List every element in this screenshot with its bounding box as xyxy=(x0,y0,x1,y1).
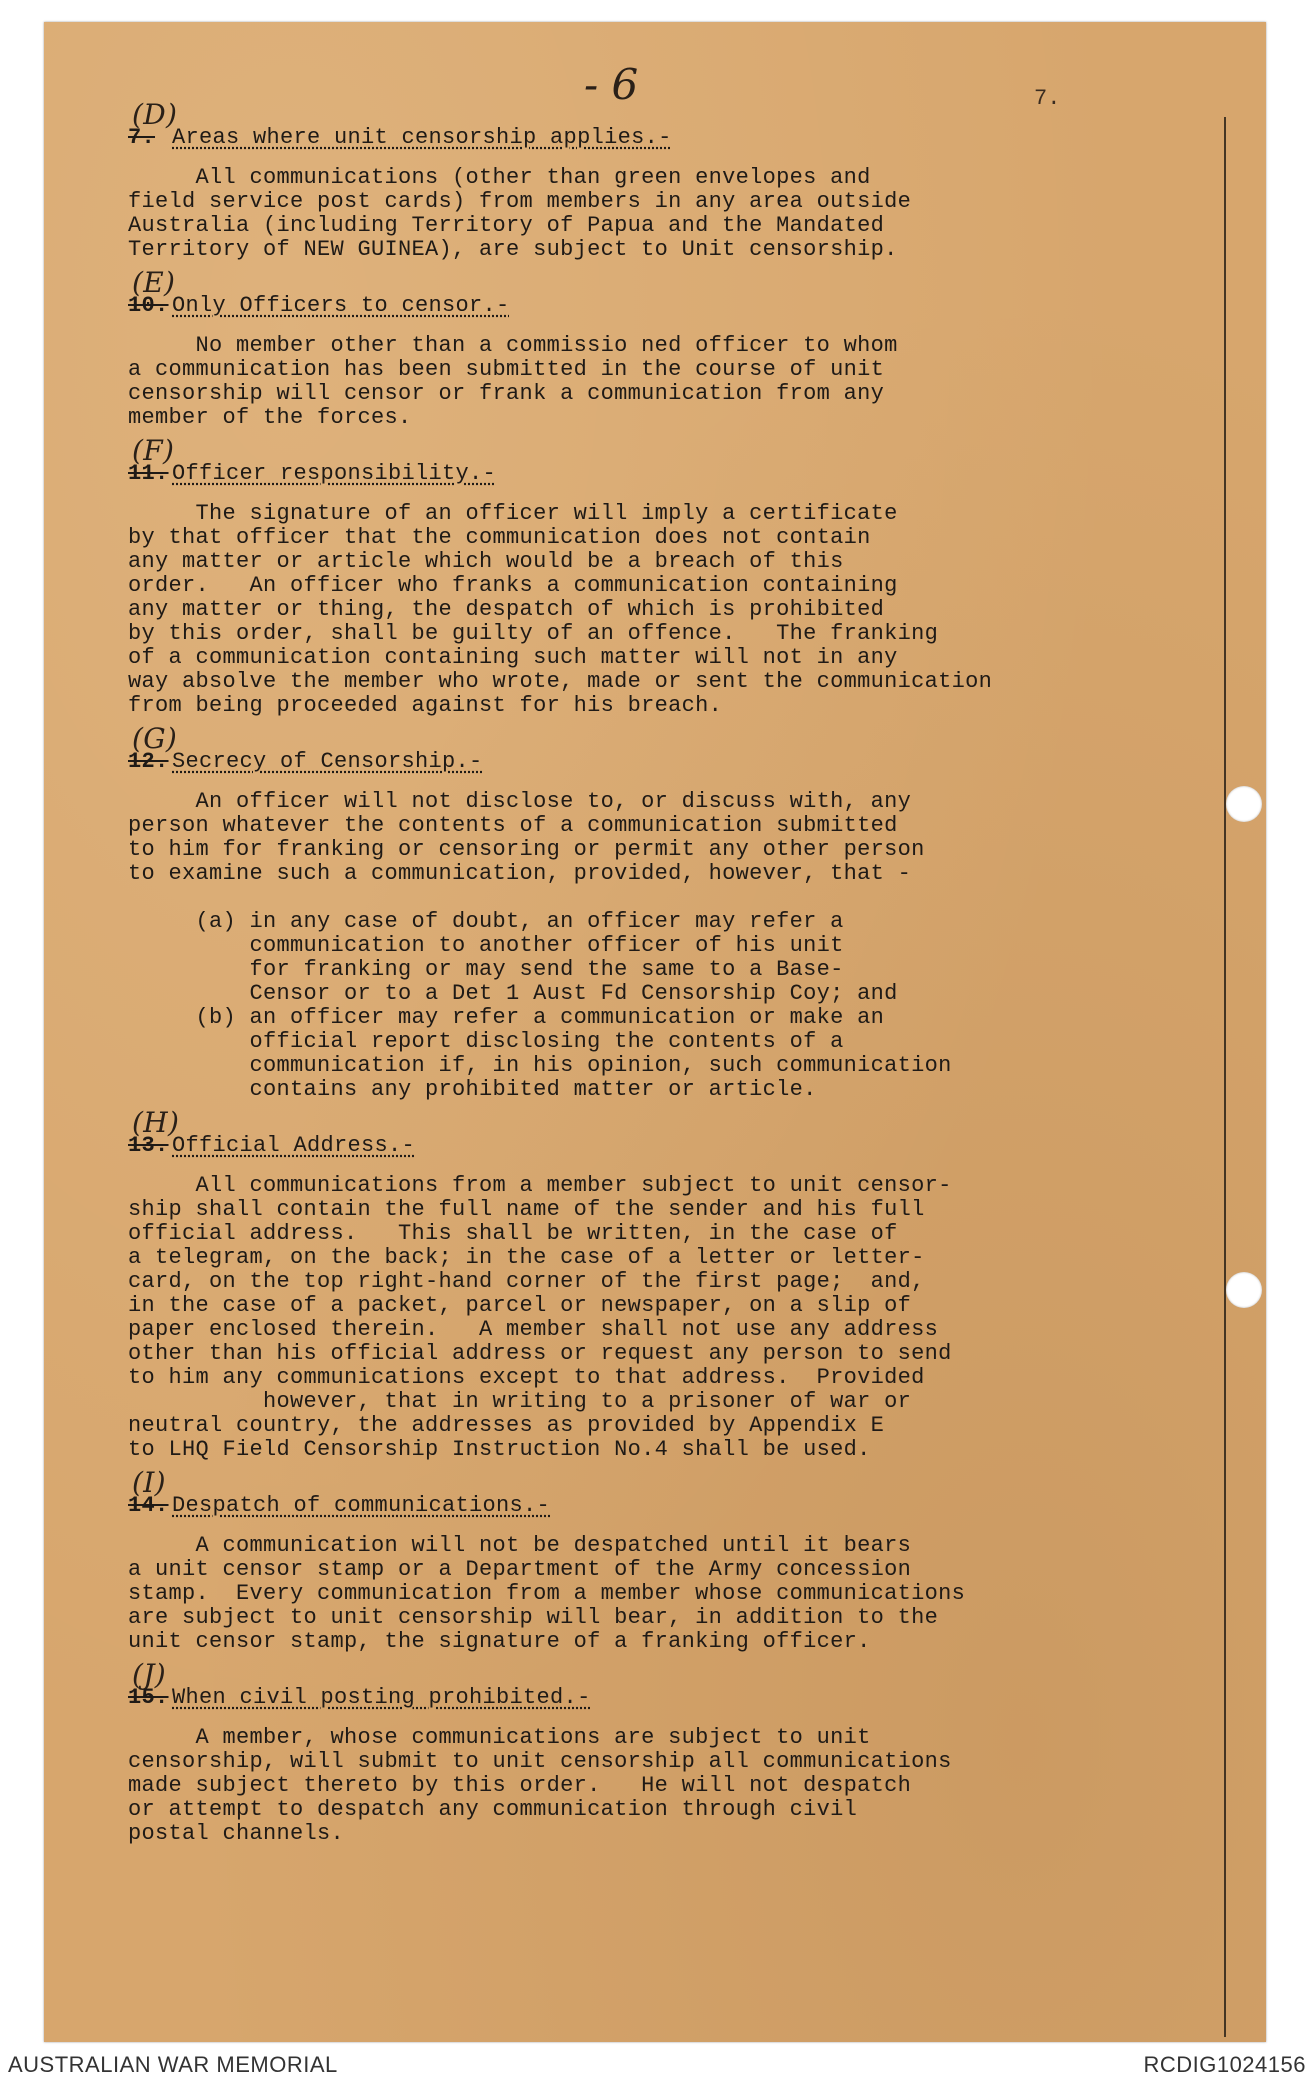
section-heading-row xyxy=(128,294,1168,320)
text-line: official address. This shall be written, in the case of xyxy=(128,1221,898,1246)
text-line: or attempt to despatch any communication through civil xyxy=(128,1797,858,1822)
text-line: ship shall contain the full name of the sender and his full xyxy=(128,1197,925,1222)
clause-line: official report disclosing the contents of a xyxy=(128,1029,844,1054)
section-text xyxy=(128,790,1168,1102)
section-title: Official Address.- xyxy=(172,1133,416,1158)
section-secrecy xyxy=(128,722,1168,1102)
clause-line: (a) in any case of doubt, an officer may refer a xyxy=(128,909,844,934)
section-letter: (G) xyxy=(132,722,178,755)
section-civil-posting xyxy=(128,1658,1168,1846)
text-line: An officer will not disclose to, or discuss with, any xyxy=(128,789,912,814)
text-line: to him for franking or censoring or permit any other person xyxy=(128,837,925,862)
document-body xyxy=(128,98,1168,1854)
section-heading-row xyxy=(128,1686,1168,1712)
text-line: All communications from a member subject to unit censor- xyxy=(128,1173,952,1198)
clause-line: (b) an officer may refer a communication or make an xyxy=(128,1005,885,1030)
section-number: 7. xyxy=(128,125,156,150)
section-number: 11. xyxy=(128,461,169,486)
section-number: 10. xyxy=(128,293,169,318)
footer-institution: AUSTRALIAN WAR MEMORIAL xyxy=(8,2052,338,2077)
page-number: - 6 xyxy=(584,60,639,109)
text-line: from being proceeded against for his breach. xyxy=(128,693,723,718)
section-official-address xyxy=(128,1106,1168,1462)
clause-line: communication if, in his opinion, such communication xyxy=(128,1053,952,1078)
text-line: a unit censor stamp or a Department of the Army concession xyxy=(128,1557,912,1582)
punch-hole xyxy=(1226,786,1262,822)
text-line: card, on the top right-hand corner of the first page; and, xyxy=(128,1269,925,1294)
text-line: field service post cards) from members in any area outside xyxy=(128,189,912,214)
section-number: 14. xyxy=(128,1493,169,1518)
text-line: to examine such a communication, provided, however, that - xyxy=(128,861,912,886)
section-letter: (H) xyxy=(132,1106,180,1139)
text-line: All communications (other than green envelopes and xyxy=(128,165,871,190)
text-line: A member, whose communications are subject to unit xyxy=(128,1725,871,1750)
text-line: by that officer that the communication does not contain xyxy=(128,525,871,550)
section-letter: (F) xyxy=(132,434,175,467)
text-line: paper enclosed therein. A member shall not use any address xyxy=(128,1317,939,1342)
section-heading-row xyxy=(128,1494,1168,1520)
text-line: however, that in writing to a prisoner of war or xyxy=(128,1389,912,1414)
text-line: by this order, shall be guilty of an offence. The franking xyxy=(128,621,939,646)
text-line: any matter or thing, the despatch of which is prohibited xyxy=(128,597,885,622)
section-text xyxy=(128,334,1168,430)
section-number: 15. xyxy=(128,1685,169,1710)
text-line: A communication will not be despatched until it bears xyxy=(128,1533,912,1558)
text-line: other than his official address or request any person to send xyxy=(128,1341,952,1366)
section-letter: (E) xyxy=(132,266,176,299)
text-line: to him any communications except to that address. Provided xyxy=(128,1365,925,1390)
text-line: a telegram, on the back; in the case of a letter or letter- xyxy=(128,1245,925,1270)
section-heading-row xyxy=(128,462,1168,488)
section-officer-responsibility xyxy=(128,434,1168,718)
text-line: The signature of an officer will imply a certificate xyxy=(128,501,898,526)
section-title: Secrecy of Censorship.- xyxy=(172,749,483,774)
text-line: person whatever the contents of a communication submitted xyxy=(128,813,898,838)
section-text xyxy=(128,1726,1168,1846)
section-letter: (I) xyxy=(132,1466,166,1499)
section-only-officers xyxy=(128,266,1168,430)
section-letter: (J) xyxy=(132,1658,166,1691)
document-page xyxy=(44,22,1266,2042)
section-title: Despatch of communications.- xyxy=(172,1493,551,1518)
text-line: are subject to unit censorship will bear, in addition to the xyxy=(128,1605,939,1630)
text-line: Territory of NEW GUINEA), are subject to Unit censorship. xyxy=(128,237,898,262)
text-line: made subject thereto by this order. He will not despatch xyxy=(128,1773,912,1798)
text-line: No member other than a commissio ned officer to whom xyxy=(128,333,898,358)
section-number: 12. xyxy=(128,749,169,774)
text-line: neutral country, the addresses as provided by Appendix E xyxy=(128,1413,885,1438)
text-line: in the case of a packet, parcel or newspaper, on a slip of xyxy=(128,1293,912,1318)
section-text xyxy=(128,166,1168,262)
text-line: any matter or article which would be a breach of this xyxy=(128,549,844,574)
text-line: censorship, will submit to unit censorship all communications xyxy=(128,1749,952,1774)
text-line: order. An officer who franks a communication containing xyxy=(128,573,898,598)
section-title: Only Officers to censor.- xyxy=(172,293,510,318)
text-line: way absolve the member who wrote, made or sent the communication xyxy=(128,669,993,694)
section-text xyxy=(128,502,1168,718)
text-line: to LHQ Field Censorship Instruction No.4 shall be used. xyxy=(128,1437,871,1462)
clause-line: Censor or to a Det 1 Aust Fd Censorship Coy; and xyxy=(128,981,898,1006)
clause-line: for franking or may send the same to a Base- xyxy=(128,957,844,982)
section-number: 13. xyxy=(128,1133,169,1158)
text-line: postal channels. xyxy=(128,1821,345,1846)
text-line: stamp. Every communication from a member whose communications xyxy=(128,1581,966,1606)
section-text xyxy=(128,1174,1168,1462)
section-areas xyxy=(128,98,1168,262)
margin-rule xyxy=(1224,117,1226,2037)
clause-line: contains any prohibited matter or article. xyxy=(128,1077,817,1102)
text-line: of a communication containing such matter will not in any xyxy=(128,645,898,670)
section-letter: (D) xyxy=(132,98,178,131)
section-title: Areas where unit censorship applies.- xyxy=(172,125,672,150)
clause-line: communication to another officer of his unit xyxy=(128,933,844,958)
text-line: a communication has been submitted in the course of unit xyxy=(128,357,885,382)
corner-mark: 7. xyxy=(1034,86,1061,111)
section-despatch xyxy=(128,1466,1168,1654)
section-heading-row xyxy=(128,1134,1168,1160)
text-line: censorship will censor or frank a communication from any xyxy=(128,381,885,406)
section-text xyxy=(128,1534,1168,1654)
section-heading-row xyxy=(128,750,1168,776)
section-heading-row xyxy=(128,126,1168,152)
section-title: When civil posting prohibited.- xyxy=(172,1685,591,1710)
footer-record-id: RCDIG1024156 xyxy=(1143,2052,1306,2077)
punch-hole xyxy=(1226,1272,1262,1308)
text-line: unit censor stamp, the signature of a franking officer. xyxy=(128,1629,871,1654)
text-line: member of the forces. xyxy=(128,405,412,430)
section-title: Officer responsibility.- xyxy=(172,461,497,486)
text-line: Australia (including Territory of Papua and the Mandated xyxy=(128,213,885,238)
